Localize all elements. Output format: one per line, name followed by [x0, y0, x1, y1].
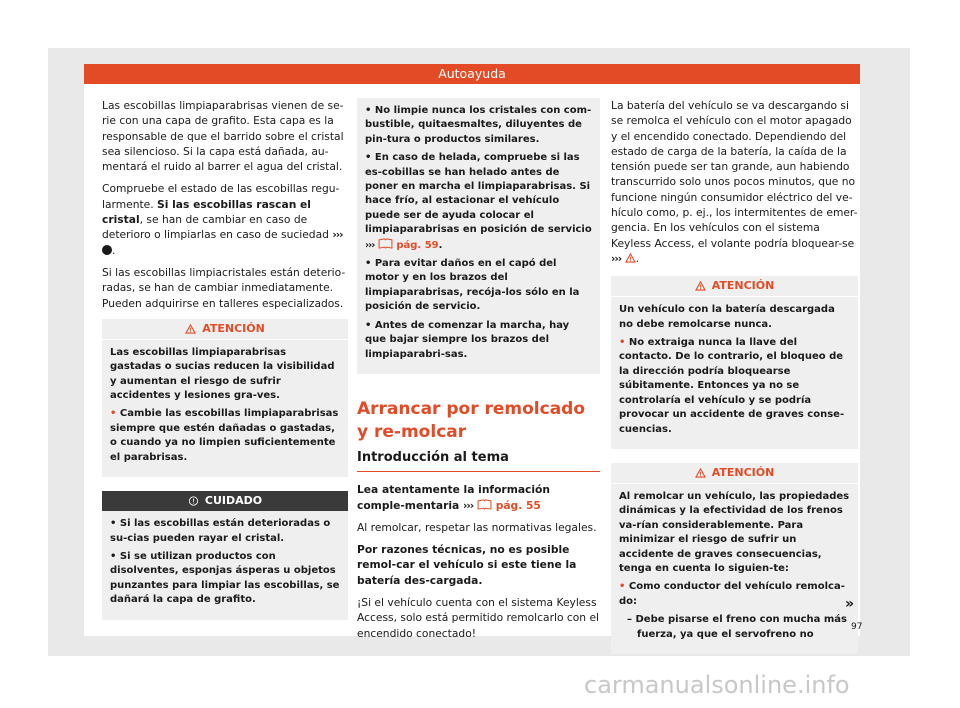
info-circle-icon: [102, 245, 112, 255]
page-reference: pág. 55: [495, 498, 541, 512]
caution-bullet: • Si se utilizan productos con disolventes, esponjas ásperas u objetos punzantes para limpiar las escobillas, se dañará la capa de grafito.: [110, 550, 340, 606]
caution-bullet: • No limpie nunca los cristales con com-bustible, quitaesmaltes, diluyentes de pin-tura o productos similares.: [365, 105, 592, 145]
page-number: 97: [851, 622, 863, 632]
warning-bullet: • Cambie las escobillas limpiaparabrisas siempre que estén dañadas o gastadas, o cuando ya no limpien suficientemente el parabrisas.: [110, 408, 339, 463]
paragraph: Por razones técnicas, no es posible remol-car el vehículo si este tiene la batería des-cargada.: [357, 543, 577, 587]
book-icon: [378, 238, 393, 249]
caution-header: [102, 491, 348, 511]
warning-header: [102, 319, 348, 340]
paragraph: Las escobillas limpiaparabrisas vienen de se-rie con una capa de grafito. Esta capa es la responsable de que el barrido sobre el cristal sea silencioso. Si la capa está dañada, au-mentará el ruido al barrer el agua del cristal.: [102, 99, 344, 174]
warning-title: ATENCIÓN: [202, 321, 265, 335]
book-icon: [477, 499, 492, 510]
bold-phrase: Si las escobillas rascan el cristal: [102, 197, 311, 227]
section-title: Arrancar por remolcado y re-molcar: [357, 398, 586, 442]
info-circle-icon: [188, 496, 199, 506]
paragraph: Compruebe el estado de las escobillas regu-larmente. Si las escobillas rascan el cristal, se han de cambiar en caso de deterioro o limpiarlas en caso de suciedad ››› .: [102, 182, 343, 257]
warning-header: [611, 276, 858, 297]
paragraph: La batería del vehículo se va descargando si se remolca el vehículo con el motor apagado y el encendido conectado. Dependiendo del estado de carga de la batería, la caída de la tensión puede ser tan grande, aun habiendo transcurrido solo unos pocos minutos, que no funcione ningún consumidor eléctrico del ve-hículo como, p. ej., los intermitentes de emer-gencia. En los vehículos con el sistema Keyless Access, el volante podría bloquear-se ››› .: [611, 99, 858, 265]
paragraph: Si las escobillas limpiacristales están deterio-radas, se han de cambiar inmediatamente. Pueden adquirirse en talleres especializados.: [102, 265, 346, 310]
warning-subitem: – Debe pisarse el freno con mucha más fuerza, ya que el servofreno no: [627, 614, 847, 640]
caution-box: [102, 491, 348, 619]
caution-title: CUIDADO: [204, 493, 263, 507]
warning-bullet: • No extraiga nunca la llave del contacto. De lo contrario, el bloqueo de la dirección podría bloquearse súbitamente. Entonces ya no se controlaría el vehículo y se podría provocar un accidente de graves conse-cuencias.: [619, 337, 845, 435]
warning-box: [611, 276, 858, 449]
warning-triangle-icon: [625, 253, 636, 263]
paragraph: Al remolcar, respetar las normativas legales.: [357, 520, 597, 534]
warning-triangle-icon: [185, 324, 196, 334]
watermark: carmanualsonline.info: [584, 671, 850, 699]
caution-continued-box: [357, 98, 600, 374]
warning-title: ATENCIÓN: [711, 279, 775, 293]
ref-arrows: ›››: [332, 228, 343, 242]
warning-text: Las escobillas limpiaparabrisas gastadas o sucias reducen la visibilidad y aumentan el riesgo de sufrir accidentes y lesiones gra-ves.: [110, 346, 335, 402]
warning-text: Al remolcar un vehículo, las propiedades dinámicas y la efectividad de los frenos va-rían considerablemente. Para minimizar el riesgo de sufrir un accidente de graves consecuencias, tenga en cuenta lo siguien-te:: [619, 490, 850, 574]
warning-box: [611, 463, 858, 654]
caution-bullet: • Si las escobillas están deterioradas o su-cias pueden rayar el cristal.: [110, 518, 331, 544]
continue-marker: »: [845, 596, 855, 612]
warning-triangle-icon: [695, 468, 706, 478]
column-1: [102, 98, 348, 620]
subsection-title: Introducción al tema: [357, 450, 600, 472]
caution-bullet: • Antes de comenzar la marcha, hay que bajar siempre los brazos del limpiaparabri-sas.: [365, 319, 570, 360]
warning-header: [611, 463, 858, 484]
warning-bullet: • Como conductor del vehículo remolca-do:: [619, 581, 845, 607]
warning-title: ATENCIÓN: [711, 465, 775, 479]
column-2: [357, 98, 600, 648]
warning-box: [102, 319, 348, 477]
column-3: [611, 98, 858, 654]
warning-triangle-icon: [695, 281, 706, 291]
section-header: Autoayuda: [84, 64, 860, 84]
caution-bullet: • Para evitar daños en el capó del motor y en los brazos del limpiaparabrisas, recója-los sólo en la posición de servicio.: [365, 258, 580, 313]
paragraph: ¡Si el vehículo cuenta con el sistema Keyless Access, solo está permitido remolcarlo con el encendido conectado!: [357, 595, 600, 640]
caution-bullet: • En caso de helada, compruebe si las es-cobillas se han helado antes de poner en marcha el limpiaparabrisas. Si hace frío, al estacionar el vehículo puede ser de ayuda colocar el limpiaparabrisas en posición de servicio ››› pág. 59.: [365, 152, 592, 251]
paragraph: Lea atentamente la información comple-mentaria ››› pág. 55: [357, 483, 550, 512]
page-reference: pág. 59: [396, 239, 439, 251]
warning-text: Un vehículo con la batería descargada no debe remolcarse nunca.: [619, 304, 835, 330]
